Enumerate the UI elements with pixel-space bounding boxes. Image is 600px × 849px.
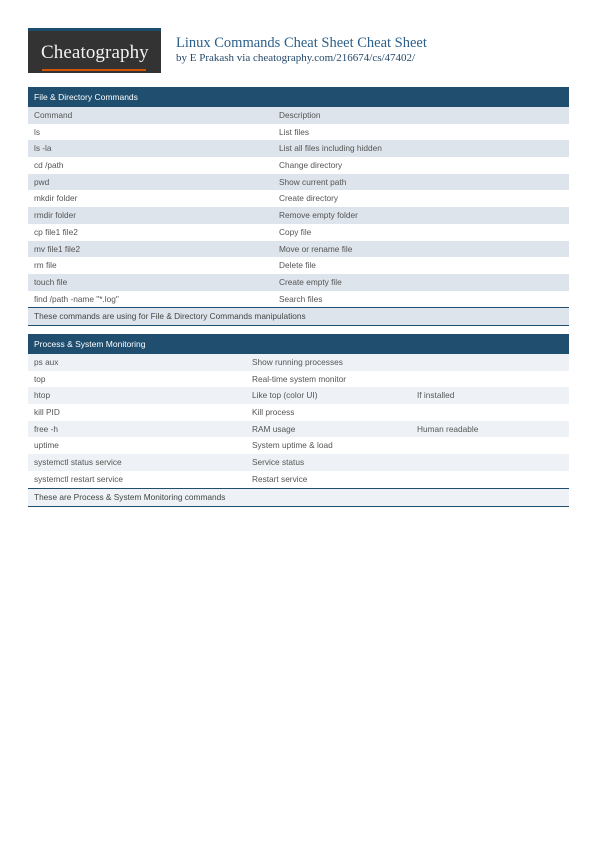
cell-description: List files [279, 126, 309, 137]
cell-command: Command [34, 110, 73, 120]
section-process-monitoring [28, 334, 569, 507]
cell-description: Show current path [279, 176, 347, 187]
section-file-directory [28, 87, 569, 326]
section-footer-note: These commands are using for File & Directory Commands manipulations [28, 307, 569, 326]
cell-description: Copy file [279, 226, 312, 237]
logo-text: Cheatography [41, 42, 149, 63]
table-row [28, 387, 569, 404]
page-subtitle[interactable]: by E Prakash via cheatography.com/216674/cs/47402/ [176, 52, 416, 64]
cell-description: System uptime & load [252, 440, 333, 451]
cell-description: Create empty file [279, 276, 342, 287]
table-row [28, 404, 569, 421]
table-row [28, 257, 569, 274]
table-body [28, 354, 569, 488]
cell-command: cp file1 file2 [34, 226, 78, 237]
logo-underline [42, 69, 146, 71]
table-row [28, 140, 569, 157]
cell-note [411, 404, 569, 421]
section-footer-note: These are Process & System Monitoring commands [28, 488, 569, 507]
table-row [28, 124, 569, 141]
cell-command: kill PID [34, 407, 60, 418]
table-row [28, 274, 569, 291]
cell-command: systemctl status service [34, 457, 122, 468]
cell-command: mv file1 file2 [34, 243, 81, 254]
cell-command: cd /path [34, 160, 64, 171]
table-row [28, 354, 569, 371]
cell-description: Remove empty folder [279, 210, 358, 221]
table-row [28, 371, 569, 388]
cell-description: Like top (color UI) [252, 390, 318, 401]
cell-command: free -h [34, 423, 58, 434]
cell-command: systemctl restart service [34, 473, 123, 484]
cell-command: touch file [34, 276, 68, 287]
table-row [28, 437, 569, 454]
cell-note [411, 371, 569, 388]
cell-description: Show running processes [252, 357, 343, 367]
cell-description: Real-time system monitor [252, 373, 347, 384]
table-header-row [28, 107, 569, 124]
cell-note [411, 437, 569, 454]
section-header: Process & System Monitoring [28, 334, 569, 354]
cell-note [411, 471, 569, 488]
cell-description: Change directory [279, 160, 343, 171]
cell-description: Description [279, 110, 321, 120]
cheatography-logo[interactable] [28, 28, 161, 73]
table-row [28, 224, 569, 241]
cell-note [411, 454, 569, 471]
cell-description: Move or rename file [279, 243, 353, 254]
table-row [28, 241, 569, 258]
section-header: File & Directory Commands [28, 87, 569, 107]
cell-note: If installed [417, 390, 455, 401]
cell-description: Search files [279, 293, 323, 304]
table-row [28, 471, 569, 488]
cell-description: Create directory [279, 193, 339, 204]
cell-command: uptime [34, 440, 59, 451]
cell-command: rm file [34, 260, 57, 271]
table-row [28, 190, 569, 207]
cell-command: top [34, 373, 46, 384]
table-row [28, 291, 569, 308]
cell-command: mkdir folder [34, 193, 78, 204]
table-body [28, 107, 569, 307]
cell-description: Service status [252, 457, 305, 468]
cell-description: List all files including hidden [279, 143, 382, 154]
cell-note: Human readable [417, 423, 479, 434]
table-row [28, 207, 569, 224]
cell-command: pwd [34, 176, 50, 187]
cell-description: RAM usage [252, 423, 296, 434]
table-row [28, 421, 569, 438]
cell-command: rmdir folder [34, 210, 76, 221]
table-row [28, 454, 569, 471]
table-row [28, 157, 569, 174]
cell-command: ps aux [34, 357, 59, 367]
cell-description: Restart service [252, 473, 308, 484]
cell-command: find /path -name "*.log" [34, 293, 119, 304]
cell-description: Kill process [252, 407, 295, 418]
cell-description: Delete file [279, 260, 316, 271]
cell-command: ls -la [34, 143, 52, 154]
page-title: Linux Commands Cheat Sheet Cheat Sheet [176, 35, 427, 51]
table-row [28, 174, 569, 191]
cell-command: ls [34, 126, 40, 137]
cell-note [411, 354, 569, 371]
cell-command: htop [34, 390, 51, 401]
